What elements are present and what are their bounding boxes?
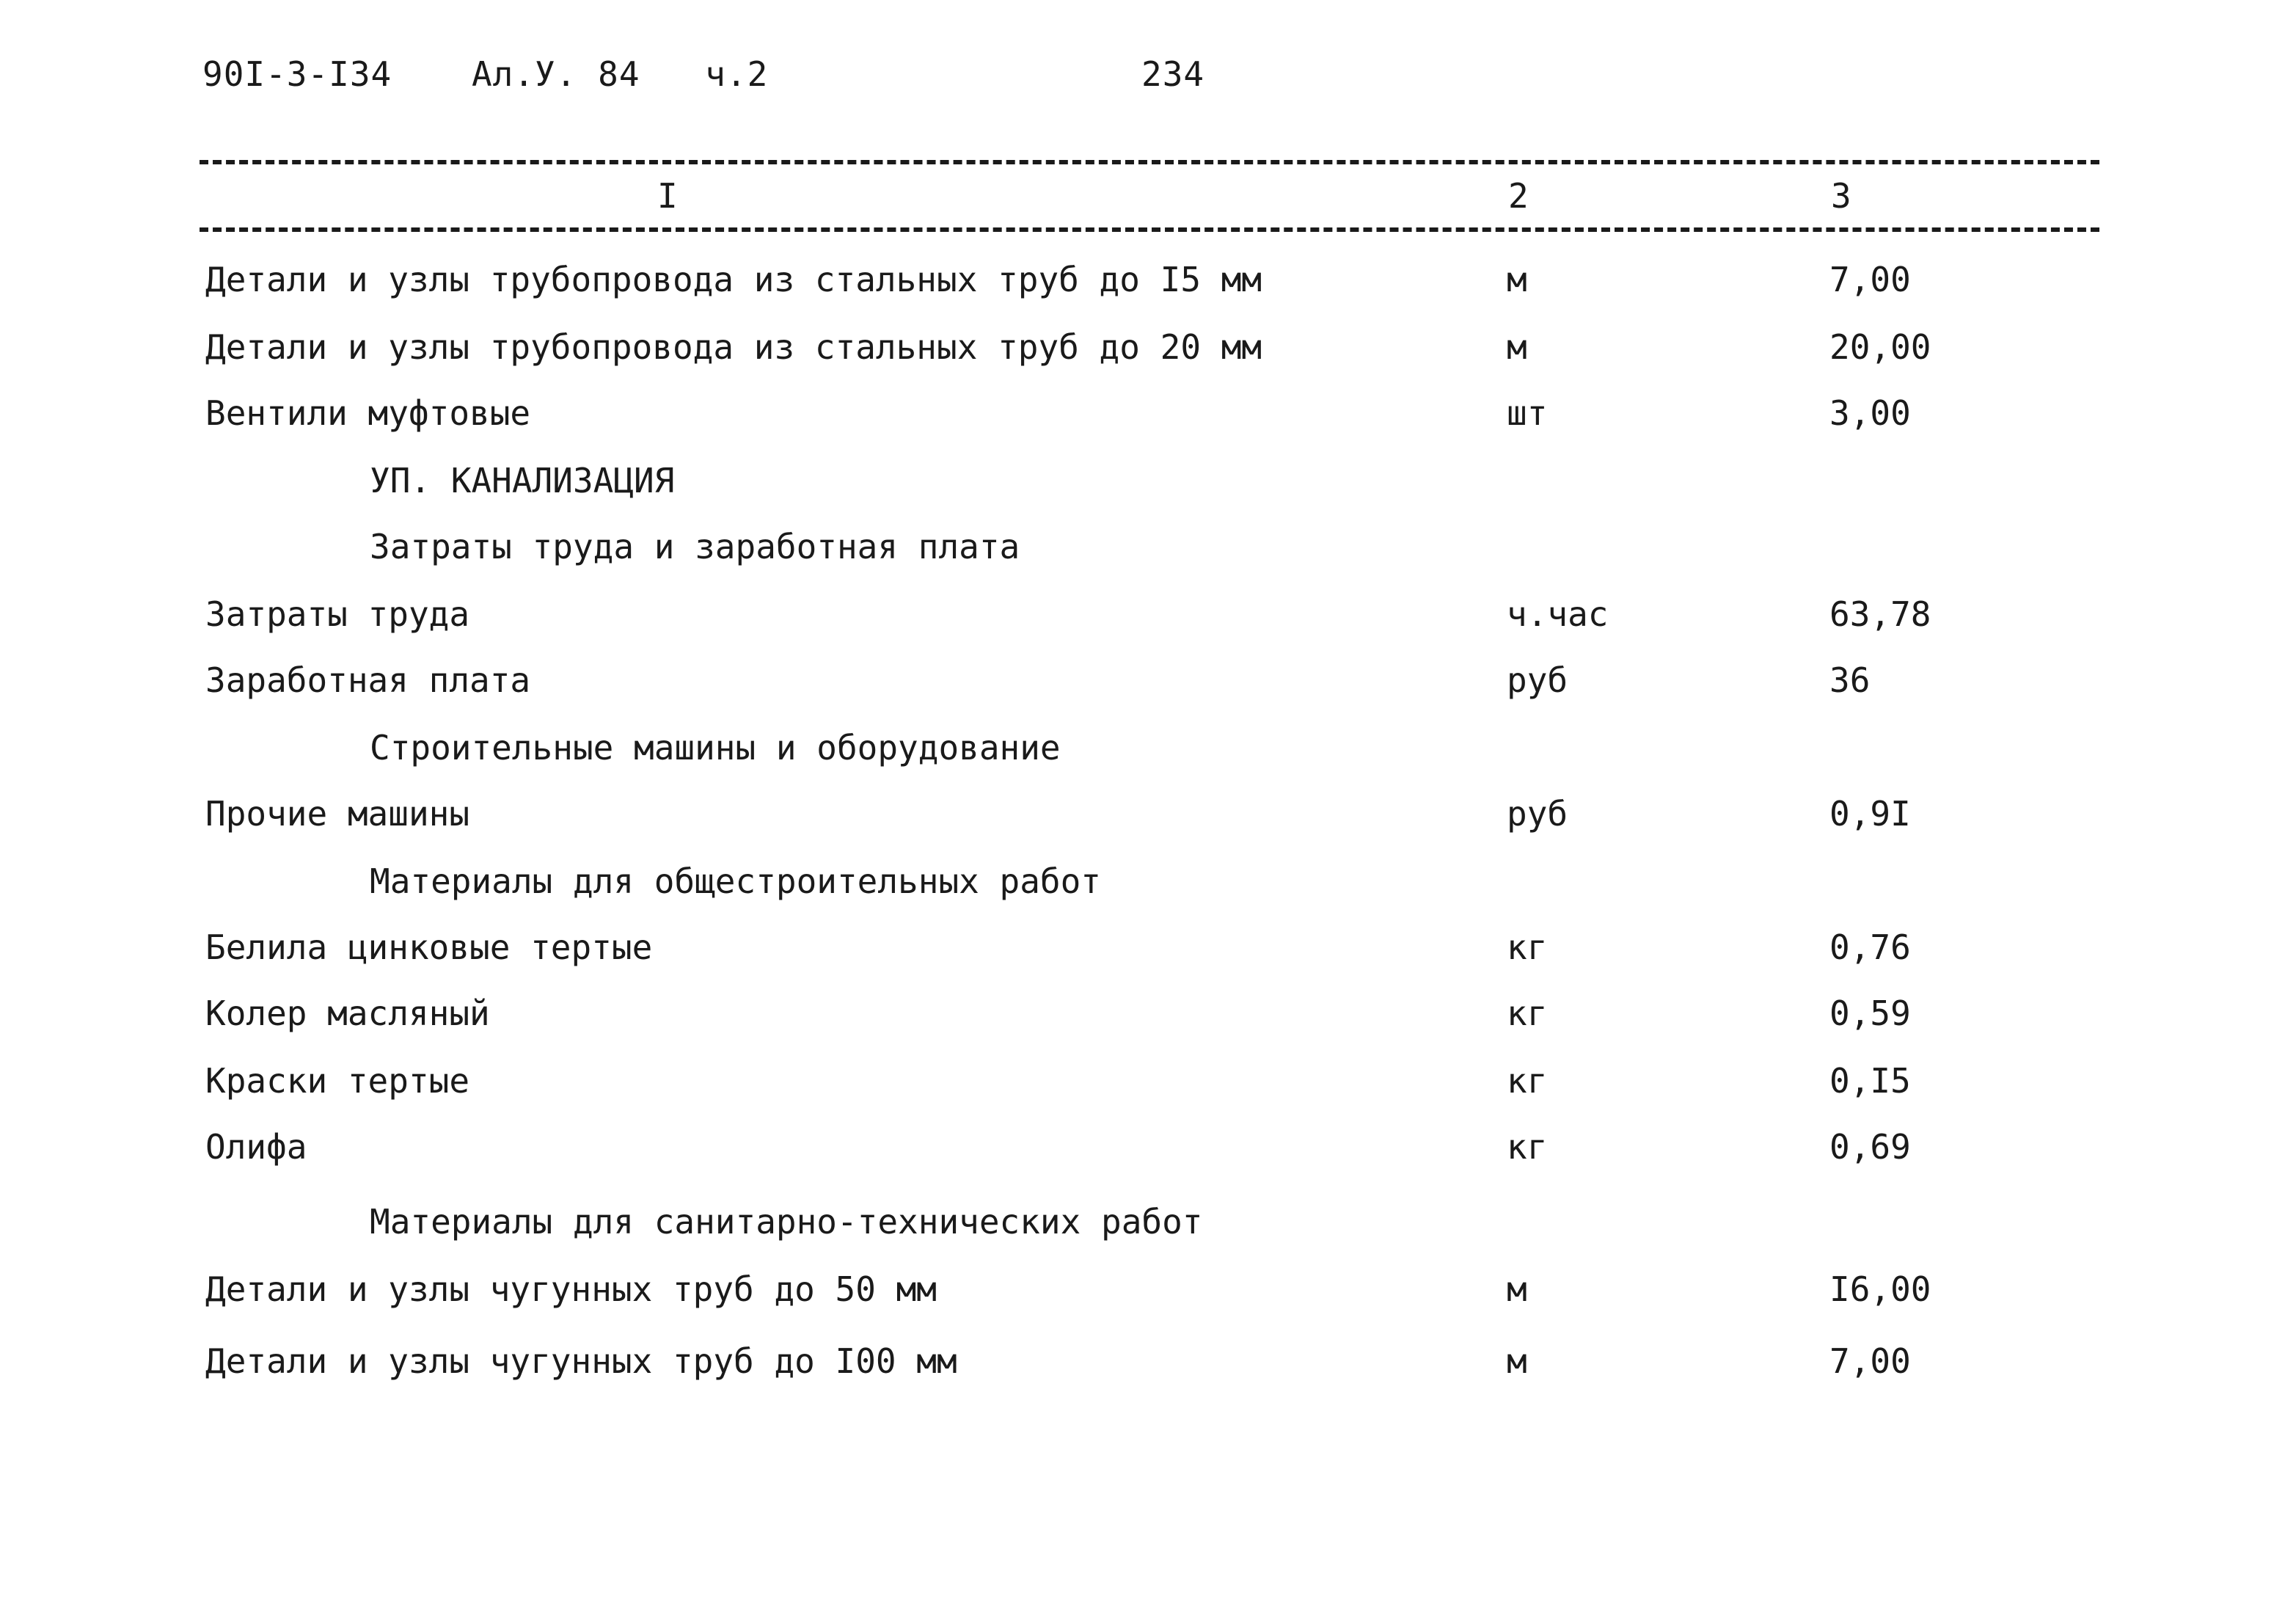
document-header: [202, 54, 768, 94]
row-quantity: 0,9I: [1829, 794, 1911, 834]
table-row: [0, 927, 2296, 971]
row-name: Вентили муфтовые: [205, 393, 531, 433]
row-quantity: 0,59: [1829, 994, 1911, 1033]
row-unit: руб: [1507, 794, 1568, 834]
row-name: Заработная плата: [205, 660, 531, 700]
row-quantity: 0,I5: [1829, 1061, 1911, 1101]
row-quantity: 7,00: [1829, 260, 1911, 299]
section-heading: [0, 461, 2296, 505]
row-unit: кг: [1507, 927, 1548, 967]
section-heading: [0, 527, 2296, 571]
row-name: Детали и узлы трубопровода из стальных труб до I5 мм: [205, 260, 1262, 299]
album-reference: Ал.У. 84: [471, 54, 640, 94]
table-row: [0, 660, 2296, 704]
section-title: Материалы для общестроительных работ: [370, 861, 1101, 901]
row-quantity: 63,78: [1829, 594, 1931, 634]
row-unit: кг: [1507, 1061, 1548, 1101]
row-unit: м: [1507, 1269, 1527, 1309]
table-row: [0, 260, 2296, 304]
row-unit: м: [1507, 327, 1527, 367]
table-row: [0, 1269, 2296, 1313]
row-name: Затраты труда: [205, 594, 470, 634]
row-unit: м: [1507, 1341, 1527, 1381]
column-header-3: 3: [1831, 176, 1851, 216]
row-name: Белила цинковые тертые: [205, 927, 653, 967]
row-name: Колер масляный: [205, 994, 490, 1033]
row-quantity: 7,00: [1829, 1341, 1911, 1381]
row-quantity: 36: [1829, 660, 1871, 700]
section-heading: [0, 861, 2296, 905]
section-heading: [0, 1202, 2296, 1246]
row-unit: руб: [1507, 660, 1568, 700]
row-quantity: 0,69: [1829, 1127, 1911, 1167]
table-top-rule: [200, 160, 2099, 164]
table-header-rule: [200, 227, 2099, 232]
row-unit: кг: [1507, 994, 1548, 1033]
table-row: [0, 327, 2296, 371]
row-quantity: 3,00: [1829, 393, 1911, 433]
row-name: Олифа: [205, 1127, 307, 1167]
table-row: [0, 1061, 2296, 1105]
row-name: Детали и узлы трубопровода из стальных труб до 20 мм: [205, 327, 1262, 367]
column-header-2: 2: [1508, 176, 1529, 216]
row-quantity: 0,76: [1829, 927, 1911, 967]
row-unit: шт: [1507, 393, 1548, 433]
section-title: Затраты труда и заработная плата: [370, 527, 1020, 566]
table-row: [0, 594, 2296, 638]
row-unit: м: [1507, 260, 1527, 299]
row-unit: ч.час: [1507, 594, 1609, 634]
row-unit: кг: [1507, 1127, 1548, 1167]
document-code: 90I-3-I34: [202, 54, 392, 94]
table-row: [0, 393, 2296, 437]
table-row: [0, 1127, 2296, 1171]
row-name: Детали и узлы чугунных труб до 50 мм: [205, 1269, 937, 1309]
section-title: УП. КАНАЛИЗАЦИЯ: [370, 461, 675, 500]
part-reference: ч.2: [705, 54, 769, 94]
row-quantity: 20,00: [1829, 327, 1931, 367]
section-heading: [0, 728, 2296, 772]
page-number: 234: [1141, 54, 1205, 94]
table-row: [0, 1341, 2296, 1385]
row-name: Детали и узлы чугунных труб до I00 мм: [205, 1341, 957, 1381]
row-quantity: I6,00: [1829, 1269, 1931, 1309]
section-title: Материалы для санитарно-технических работ: [370, 1202, 1203, 1242]
row-name: Прочие машины: [205, 794, 470, 834]
table-row: [0, 794, 2296, 838]
row-name: Краски тертые: [205, 1061, 470, 1101]
column-header-1: I: [657, 176, 678, 216]
section-title: Строительные машины и оборудование: [370, 728, 1061, 768]
table-row: [0, 994, 2296, 1038]
